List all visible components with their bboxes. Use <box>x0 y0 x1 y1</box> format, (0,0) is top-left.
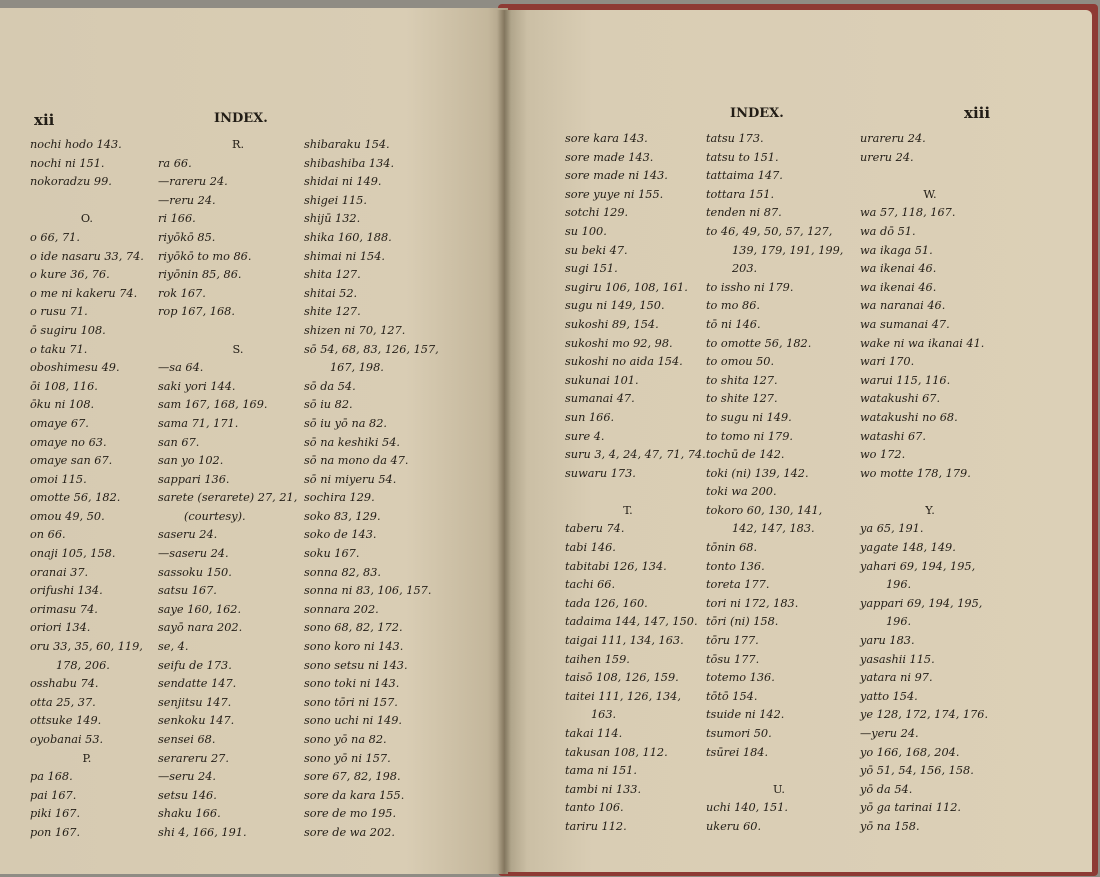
index-entry: sō da 54. <box>304 379 356 393</box>
index-entry: soku 167. <box>304 547 360 561</box>
index-entry: yasashii 115. <box>860 652 935 666</box>
index-entry: sono tōri ni 157. <box>304 695 398 709</box>
index-entry: osshabu 74. <box>30 677 99 691</box>
index-entry: oyobanai 53. <box>30 733 104 746</box>
index-entry: su beki 47. <box>565 243 628 257</box>
index-entry: 163. <box>591 708 617 722</box>
index-entry: uchi 140, 151. <box>706 801 788 815</box>
index-entry: ōi 108, 116. <box>30 379 98 393</box>
right-index-column-3 <box>860 130 1000 837</box>
index-entry: sappari 136. <box>158 472 230 486</box>
index-entry: sō ni miyeru 54. <box>304 472 397 486</box>
index-entry: oriori 134. <box>30 621 91 635</box>
section-letter: S. <box>232 342 244 356</box>
index-entry: toreta 177. <box>706 578 770 592</box>
index-entry: sochira 129. <box>304 491 375 505</box>
index-entry: watashi 67. <box>860 429 926 443</box>
index-entry: shigei 115. <box>304 193 367 207</box>
section-spacer <box>30 192 144 211</box>
index-entry: suru 3, 4, 24, 47, 71, 74. <box>565 448 706 462</box>
index-entry: tatsu to 151. <box>706 150 779 164</box>
book-gutter <box>497 10 511 874</box>
index-entry: ra 66. <box>158 156 192 170</box>
index-entry: omaye no 63. <box>30 435 107 449</box>
index-entry: —sa 64. <box>158 361 204 375</box>
index-entry: soko 83, 129. <box>304 509 381 523</box>
index-entry: saki yori 144. <box>158 379 236 393</box>
index-entry: taisō 108, 126, 159. <box>565 671 679 685</box>
right-index-column-2 <box>706 130 852 837</box>
section-spacer <box>860 483 1000 502</box>
index-entry: riyōkō 85. <box>158 230 216 244</box>
index-entry: takusan 108, 112. <box>565 745 668 759</box>
index-entry: sono koro ni 143. <box>304 640 404 654</box>
index-entry: sun 166. <box>565 410 615 424</box>
index-entry: tochū de 142. <box>706 448 785 462</box>
left-index-column-1 <box>30 136 144 843</box>
index-entry: omou 49, 50. <box>30 509 105 523</box>
index-entry: saseru 24. <box>158 528 218 542</box>
index-entry: taberu 74. <box>565 522 625 536</box>
section-spacer <box>860 167 1000 186</box>
index-entry: sore de wa 202. <box>304 825 395 839</box>
index-entry: orimasu 74. <box>30 602 98 616</box>
index-entry: ureru 24. <box>860 150 914 164</box>
index-entry: pai 167. <box>30 788 77 802</box>
section-letter: W. <box>923 187 937 201</box>
index-entry: serareru 27. <box>158 751 229 765</box>
index-entry: —yeru 24. <box>860 727 919 740</box>
index-entry: san 67. <box>158 435 200 449</box>
index-entry: tōtō 154. <box>706 689 758 703</box>
section-letter: U. <box>772 782 786 796</box>
index-entry: se, 4. <box>158 640 189 654</box>
index-entry: wa 57, 118, 167. <box>860 206 956 220</box>
index-entry: wa sumanai 47. <box>860 317 950 331</box>
index-entry: yaru 183. <box>860 634 915 648</box>
index-entry: ye 128, 172, 174, 176. <box>860 708 989 722</box>
index-entry: sō na keshiki 54. <box>304 435 401 449</box>
index-entry: urareru 24. <box>860 132 926 145</box>
index-entry: setsu 146. <box>158 788 217 802</box>
index-entry: sō iu 82. <box>304 398 353 412</box>
index-entry: shi 4, 166, 191. <box>158 825 247 839</box>
index-entry: o me ni kakeru 74. <box>30 286 138 300</box>
index-entry: ōku ni 108. <box>30 398 95 412</box>
index-entry: yo 166, 168, 204. <box>860 745 960 759</box>
index-entry: tabi 146. <box>565 541 616 555</box>
index-entry: nochi hodo 143. <box>30 138 122 151</box>
index-entry: 139, 179, 191, 199, <box>732 243 844 257</box>
index-entry: 203. <box>732 262 758 276</box>
index-entry: sore da kara 155. <box>304 788 405 802</box>
index-entry: sukoshi mo 92, 98. <box>565 336 673 350</box>
index-entry: sukoshi no aida 154. <box>565 355 683 369</box>
index-entry: oranai 37. <box>30 565 89 579</box>
right-page <box>504 10 1092 872</box>
index-entry: sore kara 143. <box>565 132 648 145</box>
index-entry: wa ikenai 46. <box>860 262 937 276</box>
index-entry: tō ni 146. <box>706 317 761 331</box>
index-entry: —rareru 24. <box>158 175 228 189</box>
index-entry: tenden ni 87. <box>706 206 782 220</box>
left-page-number: xii <box>34 111 55 129</box>
index-entry: omoi 115. <box>30 472 87 486</box>
section-spacer <box>158 322 318 341</box>
index-entry: sugu ni 149, 150. <box>565 299 665 313</box>
index-entry: takai 114. <box>565 727 623 740</box>
index-entry: sō iu yō na 82. <box>304 416 388 430</box>
index-entry: sendatte 147. <box>158 677 237 691</box>
index-entry: tama ni 151. <box>565 764 637 778</box>
section-letter: R. <box>231 138 245 151</box>
index-entry: yatto 154. <box>860 689 918 703</box>
index-entry: sono 68, 82, 172. <box>304 621 403 635</box>
index-entry: ō sugiru 108. <box>30 323 106 337</box>
index-entry: 178, 206. <box>56 658 110 672</box>
index-entry: soko de 143. <box>304 528 377 542</box>
section-spacer <box>706 762 852 781</box>
index-entry: to omotte 56, 182. <box>706 336 812 350</box>
index-entry: 142, 147, 183. <box>732 522 815 536</box>
index-entry: sugiru 106, 108, 161. <box>565 280 688 294</box>
index-entry: sō na mono da 47. <box>304 454 409 468</box>
index-entry: otta 25, 37. <box>30 695 96 709</box>
index-entry: —saseru 24. <box>158 547 229 561</box>
index-entry: shijū 132. <box>304 212 361 226</box>
index-entry: riyōkō to mo 86. <box>158 249 252 263</box>
index-entry: senjitsu 147. <box>158 695 232 709</box>
left-page-header: INDEX. <box>214 111 268 126</box>
index-entry: shita 127. <box>304 268 361 282</box>
index-entry: sore de mo 195. <box>304 807 397 821</box>
index-entry: pon 167. <box>30 825 81 839</box>
index-entry: tanto 106. <box>565 801 624 815</box>
index-entry: omotte 56, 182. <box>30 491 121 505</box>
index-entry: orifushi 134. <box>30 584 103 598</box>
index-entry: shimai ni 154. <box>304 249 385 263</box>
index-entry: on 66. <box>30 528 66 542</box>
index-entry: sonna 82, 83. <box>304 565 381 579</box>
index-entry: wa ikaga 51. <box>860 243 933 257</box>
index-entry: wari 170. <box>860 355 915 369</box>
index-entry: yatara ni 97. <box>860 671 933 685</box>
index-entry: to 46, 49, 50, 57, 127, <box>706 224 833 238</box>
index-entry: satsu 167. <box>158 584 217 598</box>
index-entry: yō ga tarinai 112. <box>860 801 961 815</box>
index-entry: sugi 151. <box>565 262 618 276</box>
index-entry: shibashiba 134. <box>304 156 395 170</box>
index-entry: tada 126, 160. <box>565 596 648 610</box>
index-entry: shaku 166. <box>158 807 221 821</box>
index-entry: —seru 24. <box>158 770 217 784</box>
index-entry: tōsu 177. <box>706 652 760 666</box>
index-entry: to shite 127. <box>706 392 778 406</box>
index-entry: sukoshi 89, 154. <box>565 317 659 331</box>
index-entry: —reru 24. <box>158 193 216 207</box>
index-entry: wa dō 51. <box>860 224 916 238</box>
index-entry: rok 167. <box>158 286 206 300</box>
index-entry: sensei 68. <box>158 733 216 746</box>
index-entry: sore made 143. <box>565 150 654 164</box>
index-entry: sore made ni 143. <box>565 169 668 183</box>
index-entry: sono toki ni 143. <box>304 677 400 691</box>
index-entry: tsuide ni 142. <box>706 708 785 722</box>
index-entry: tōru 177. <box>706 634 759 648</box>
index-entry: nochi ni 151. <box>30 156 105 170</box>
index-entry: oboshimesu 49. <box>30 361 120 375</box>
index-entry: ya 65, 191. <box>860 522 924 536</box>
index-entry: sonna ni 83, 106, 157. <box>304 584 432 598</box>
index-entry: (courtesy). <box>184 509 246 523</box>
index-entry: sono setsu ni 143. <box>304 658 408 672</box>
left-page <box>0 8 508 874</box>
index-entry: totemo 136. <box>706 671 775 685</box>
index-entry: yō da 54. <box>860 782 913 796</box>
index-entry: tōnin 68. <box>706 541 758 555</box>
index-entry: watakushi no 68. <box>860 410 958 424</box>
right-page-header: INDEX. <box>730 106 784 121</box>
index-entry: shizen ni 70, 127. <box>304 323 406 337</box>
index-entry: piki 167. <box>30 807 81 821</box>
index-entry: to shita 127. <box>706 373 778 387</box>
index-entry: tottara 151. <box>706 187 775 201</box>
index-entry: ottsuke 149. <box>30 714 102 728</box>
index-entry: tariru 112. <box>565 819 627 833</box>
index-entry: onaji 105, 158. <box>30 547 116 561</box>
index-entry: o kure 36, 76. <box>30 268 110 282</box>
section-letter: T. <box>623 503 633 517</box>
index-entry: tambi ni 133. <box>565 782 642 796</box>
index-entry: wake ni wa ikanai 41. <box>860 336 985 350</box>
index-entry: yagate 148, 149. <box>860 541 956 555</box>
index-entry: san yo 102. <box>158 454 224 468</box>
index-entry: yahari 69, 194, 195, <box>860 559 976 573</box>
index-entry: su 100. <box>565 224 607 238</box>
index-entry: toki (ni) 139, 142. <box>706 466 809 480</box>
index-entry: tsūrei 184. <box>706 745 769 759</box>
index-entry: watakushi 67. <box>860 392 941 406</box>
index-entry: tatsu 173. <box>706 132 764 145</box>
index-entry: 196. <box>886 578 912 592</box>
index-entry: sumanai 47. <box>565 392 635 406</box>
index-entry: sam 167, 168, 169. <box>158 398 268 412</box>
index-entry: sore 67, 82, 198. <box>304 770 401 784</box>
index-entry: tabitabi 126, 134. <box>565 559 667 573</box>
index-entry: sono yō na 82. <box>304 733 387 746</box>
index-entry: tattaima 147. <box>706 169 783 183</box>
index-entry: riyōnin 85, 86. <box>158 268 242 282</box>
index-entry: sukunai 101. <box>565 373 639 387</box>
index-entry: sō 54, 68, 83, 126, 157, <box>304 342 439 356</box>
index-entry: o ide nasaru 33, 74. <box>30 249 144 263</box>
index-entry: o taku 71. <box>30 342 88 356</box>
left-index-column-2 <box>158 136 318 843</box>
right-page-number: xiii <box>964 104 991 122</box>
index-entry: to omou 50. <box>706 355 775 369</box>
index-entry: o rusu 71. <box>30 305 88 319</box>
index-entry: yappari 69, 194, 195, <box>860 596 983 610</box>
index-entry: 167, 198. <box>330 361 384 375</box>
index-entry: sotchi 129. <box>565 206 629 220</box>
index-entry: taigai 111, 134, 163. <box>565 634 684 648</box>
index-entry: to mo 86. <box>706 299 761 313</box>
index-entry: sayō nara 202. <box>158 621 243 635</box>
index-entry: seifu de 173. <box>158 658 232 672</box>
index-entry: wo 172. <box>860 448 906 462</box>
index-entry: warui 115, 116. <box>860 373 951 387</box>
index-entry: omaye san 67. <box>30 454 113 468</box>
index-entry: oru 33, 35, 60, 119, <box>30 640 143 654</box>
index-entry: sama 71, 171. <box>158 416 239 430</box>
index-entry: shitai 52. <box>304 286 358 300</box>
index-entry: shibaraku 154. <box>304 138 390 151</box>
index-entry: shite 127. <box>304 305 361 319</box>
index-entry: wo motte 178, 179. <box>860 466 971 480</box>
section-letter: O. <box>80 212 94 226</box>
index-entry: tadaima 144, 147, 150. <box>565 615 698 629</box>
index-entry: sure 4. <box>565 429 605 443</box>
index-entry: 196. <box>886 615 912 629</box>
index-entry: senkoku 147. <box>158 714 235 728</box>
index-entry: sonnara 202. <box>304 602 379 616</box>
index-entry: yō na 158. <box>860 819 920 833</box>
index-entry: tonto 136. <box>706 559 765 573</box>
index-entry: sassoku 150. <box>158 565 232 579</box>
index-entry: tachi 66. <box>565 578 616 592</box>
right-index-column-1 <box>565 130 706 837</box>
index-entry: to issho ni 179. <box>706 280 794 294</box>
index-entry: tōri (ni) 158. <box>706 615 779 629</box>
index-entry: ukeru 60. <box>706 819 762 833</box>
section-letter: P. <box>82 751 92 765</box>
index-entry: to sugu ni 149. <box>706 410 792 424</box>
index-entry: pa 168. <box>30 770 73 784</box>
index-entry: yō 51, 54, 156, 158. <box>860 764 974 778</box>
index-entry: tokoro 60, 130, 141, <box>706 503 823 517</box>
index-entry: nokoradzu 99. <box>30 175 112 189</box>
index-entry: wa ikenai 46. <box>860 280 937 294</box>
index-entry: omaye 67. <box>30 416 89 430</box>
index-entry: to tomo ni 179. <box>706 429 794 443</box>
index-entry: ri 166. <box>158 212 196 226</box>
left-index-column-3 <box>304 136 439 843</box>
index-entry: sono uchi ni 149. <box>304 714 402 728</box>
index-entry: o 66, 71. <box>30 230 80 244</box>
index-entry: rop 167, 168. <box>158 305 235 319</box>
index-entry: sono yō ni 157. <box>304 751 391 765</box>
index-entry: saye 160, 162. <box>158 602 242 616</box>
index-entry: suwaru 173. <box>565 466 636 480</box>
index-entry: sore yuye ni 155. <box>565 187 664 201</box>
index-entry: shidai ni 149. <box>304 175 382 189</box>
index-entry: taitei 111, 126, 134, <box>565 689 681 703</box>
index-entry: tsumori 50. <box>706 727 772 740</box>
section-letter: Y. <box>925 503 935 517</box>
index-entry: toki wa 200. <box>706 485 777 499</box>
index-entry: wa naranai 46. <box>860 299 946 313</box>
index-entry: sarete (serarete) 27, 21, <box>158 491 298 505</box>
index-entry: shika 160, 188. <box>304 230 392 244</box>
section-spacer <box>565 483 691 502</box>
index-entry: tori ni 172, 183. <box>706 596 799 610</box>
index-entry: taihen 159. <box>565 652 630 666</box>
